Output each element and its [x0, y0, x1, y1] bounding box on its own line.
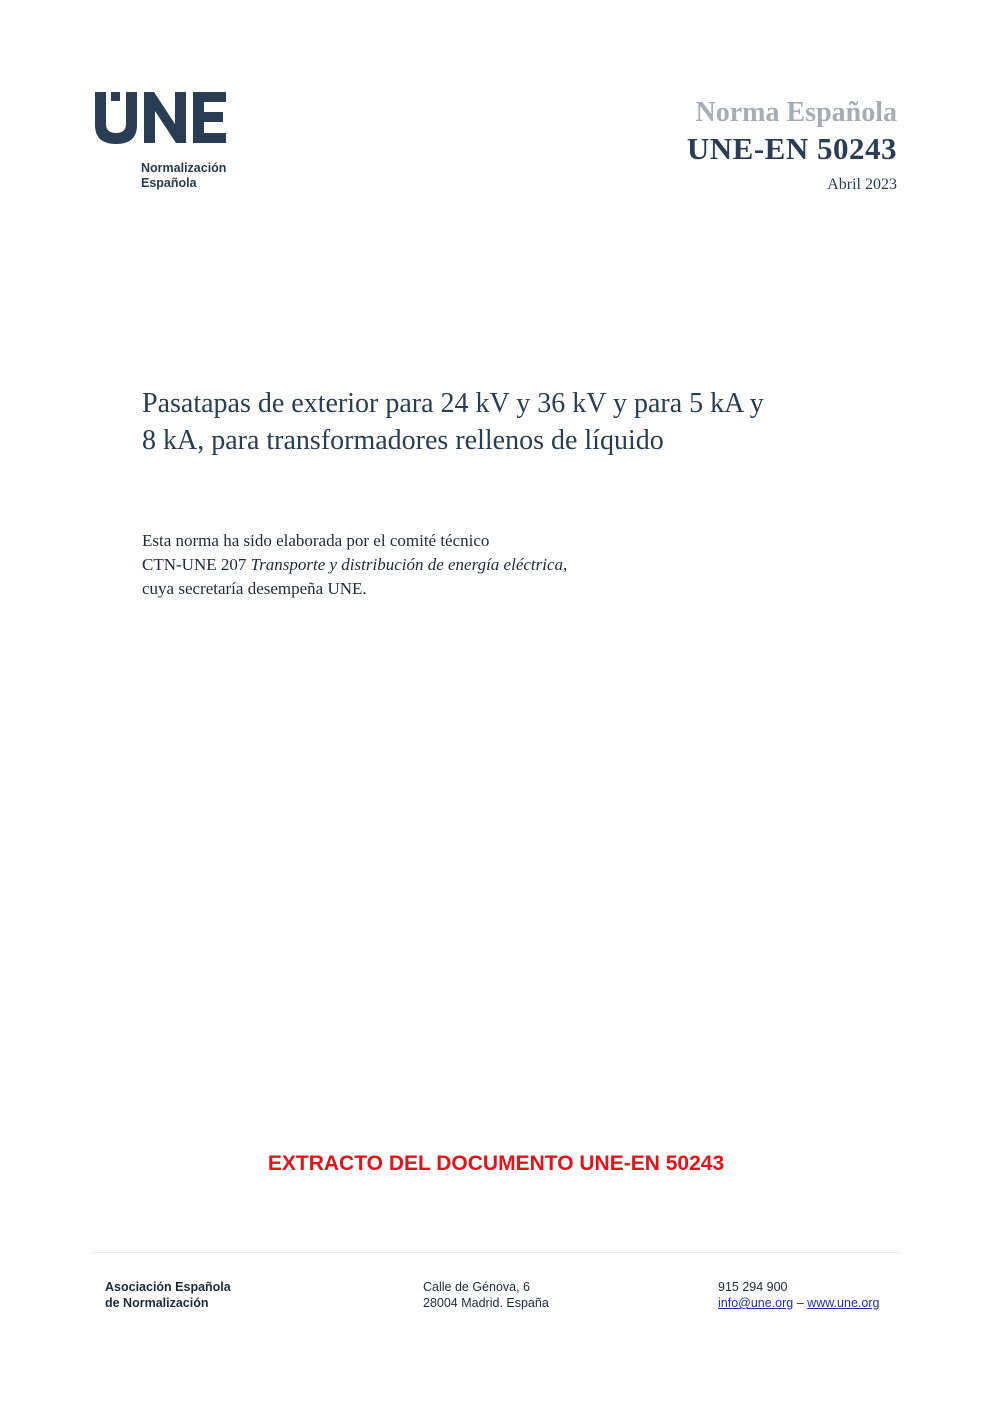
footer-organization	[105, 1279, 231, 1311]
footer-org-line2: de Normalización	[105, 1296, 209, 1310]
logo-subtitle	[141, 161, 226, 191]
title-line1: Pasatapas de exterior para 24 kV y 36 kV y para 5 kA y	[142, 388, 764, 419]
document-title	[142, 385, 862, 459]
footer-org-line1: Asociación Española	[105, 1280, 231, 1294]
footer-phone: 915 294 900	[718, 1280, 788, 1294]
logo-subtitle-line2: Española	[141, 176, 197, 190]
publication-date: Abril 2023	[827, 176, 897, 193]
title-line2: 8 kA, para transformadores rellenos de líquido	[142, 425, 664, 456]
une-logo	[93, 90, 233, 200]
footer-link-separator: –	[796, 1296, 804, 1310]
footer-address	[423, 1279, 549, 1311]
footer-address-line1: Calle de Génova, 6	[423, 1280, 531, 1294]
committee-name: Transporte y distribución de energía eléctrica	[250, 555, 564, 574]
footer-divider	[93, 1252, 899, 1253]
une-logo-wordmark	[93, 90, 228, 146]
committee-comma: ,	[563, 555, 568, 574]
website-link[interactable]: www.une.org	[807, 1296, 880, 1310]
standard-type-label: Norma Española	[695, 97, 897, 128]
extract-notice: EXTRACTO DEL DOCUMENTO UNE-EN 50243	[267, 1152, 725, 1175]
email-link[interactable]: info@une.org	[718, 1296, 794, 1310]
committee-code: CTN-UNE 207	[142, 555, 247, 574]
committee-line3: cuya secretaría desempeña UNE.	[142, 579, 367, 598]
logo-subtitle-line1: Normalización	[141, 161, 227, 175]
footer-contact	[718, 1279, 879, 1311]
committee-line1: Esta norma ha sido elaborada por el comité técnico	[142, 531, 490, 550]
footer-links	[718, 1295, 879, 1311]
committee-line2	[142, 553, 842, 577]
footer-address-line2: 28004 Madrid. España	[423, 1296, 549, 1310]
standard-header	[687, 96, 897, 194]
standard-code: UNE-EN 50243	[686, 131, 897, 166]
committee-statement	[142, 529, 842, 601]
